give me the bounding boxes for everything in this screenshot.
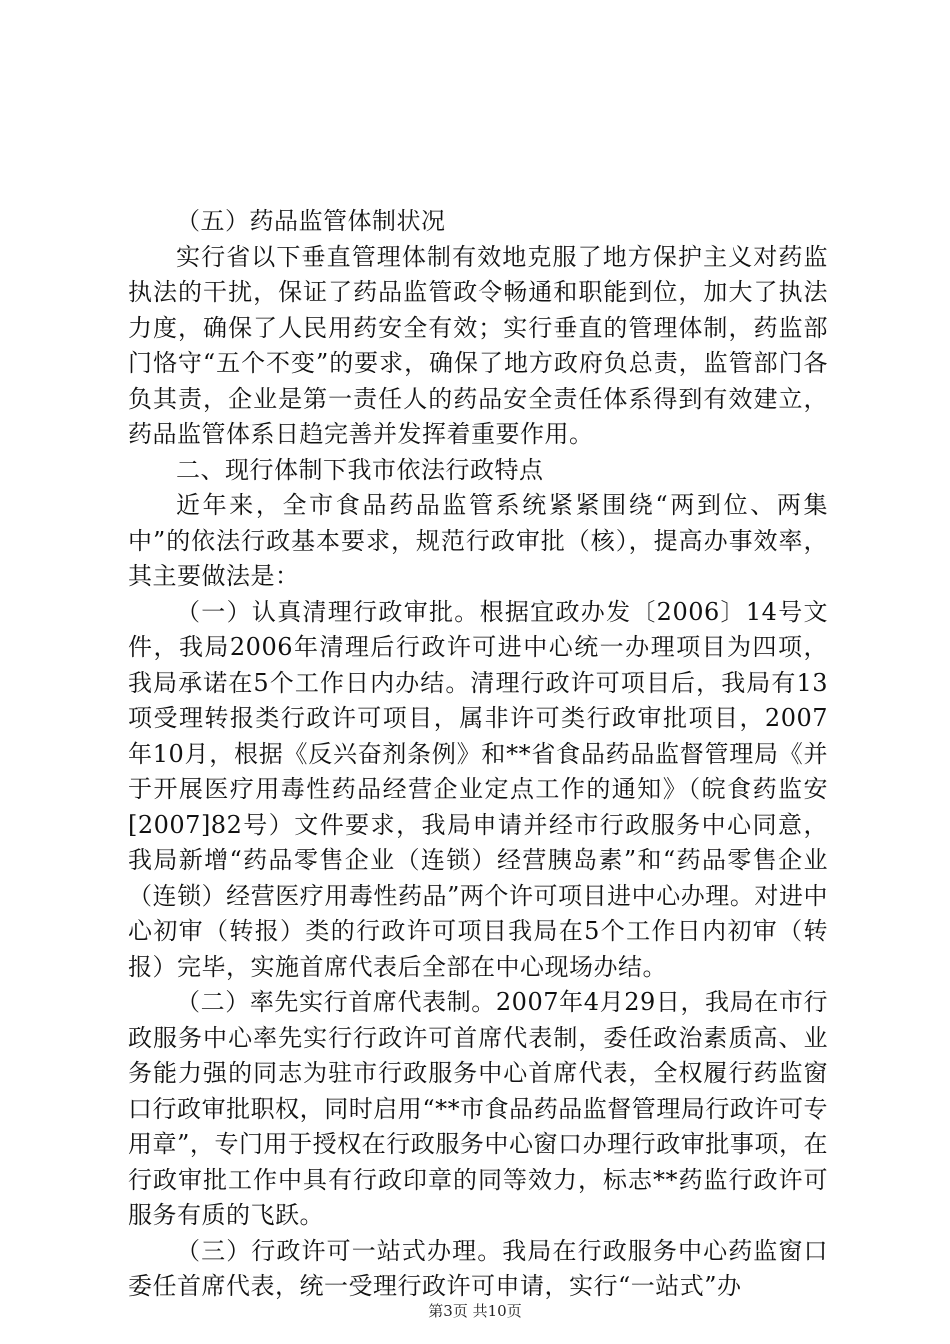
paragraph-approval-cleanup: （一）认真清理行政审批。根据宜政办发〔2006〕14号文件，我局2006年清理后行政许可进中心统一办理项目为四项，我局承诺在5个工作日内办结。清理行政许可项目后，我局有13项受理转报类行政许可项目，属非许可类行政审批项目，2007年10月，根据《反兴奋剂条例》和**省食品药品监督管理局《并于开展医疗用毒性药品经营企业定点工作的通知》（皖食药监安[2007]82号）文件要求，我局申请并经市行政服务中心同意，我局新增“药品零售企业（连锁）经营胰岛素”和“药品零售企业（连锁）经营医疗用毒性药品”两个许可项目进中心办理。对进中心初审（转报）类的行政许可项目我局在5个工作日内初审（转报）完毕，实施首席代表后全部在中心现场办结。 xyxy=(128,597,828,981)
paragraph-chief-representative: （二）率先实行首席代表制。2007年4月29日，我局在市行政服务中心率先实行行政许可首席代表制，委任政治素质高、业务能力强的同志为驻市行政服务中心首席代表，全权履行药监窗口行政审批职权，同时启用“**市食品药品监督管理局行政许可专用章”，专门用于授权在行政服务中心窗口办理行政审批事项，在行政审批工作中具有行政印章的同等效力，标志**药监行政许可服务有质的飞跃。 xyxy=(128,988,828,1229)
paragraph-supervision-system: 实行省以下垂直管理体制有效地克服了地方保护主义对药监执法的干扰，保证了药品监管政令畅通和职能到位，加大了执法力度，确保了人民用药安全有效；实行垂直的管理体制，药监部门恪守“五个不变”的要求，确保了地方政府负总责，监管部门各负其责，企业是第一责任人的药品安全责任体系得到有效建立，药品监管体系日趋完善并发挥着重要作用。 xyxy=(128,242,828,448)
section-heading-2: 二、现行体制下我市依法行政特点 xyxy=(176,455,544,484)
section-heading-5: （五）药品监管体制状况 xyxy=(176,207,446,235)
page-footer: 第3页 共10页 xyxy=(428,1302,522,1320)
document-body xyxy=(128,204,828,1305)
paragraph-recent-years: 近年来，全市食品药品监管系统紧紧围绕“两到位、两集中”的依法行政基本要求，规范行政审批（核），提高办事效率，其主要做法是： xyxy=(128,491,828,590)
paragraph-one-stop: （三）行政许可一站式办理。我局在行政服务中心药监窗口委任首席代表，统一受理行政许可申请，实行“一站式”办 xyxy=(128,1236,828,1300)
